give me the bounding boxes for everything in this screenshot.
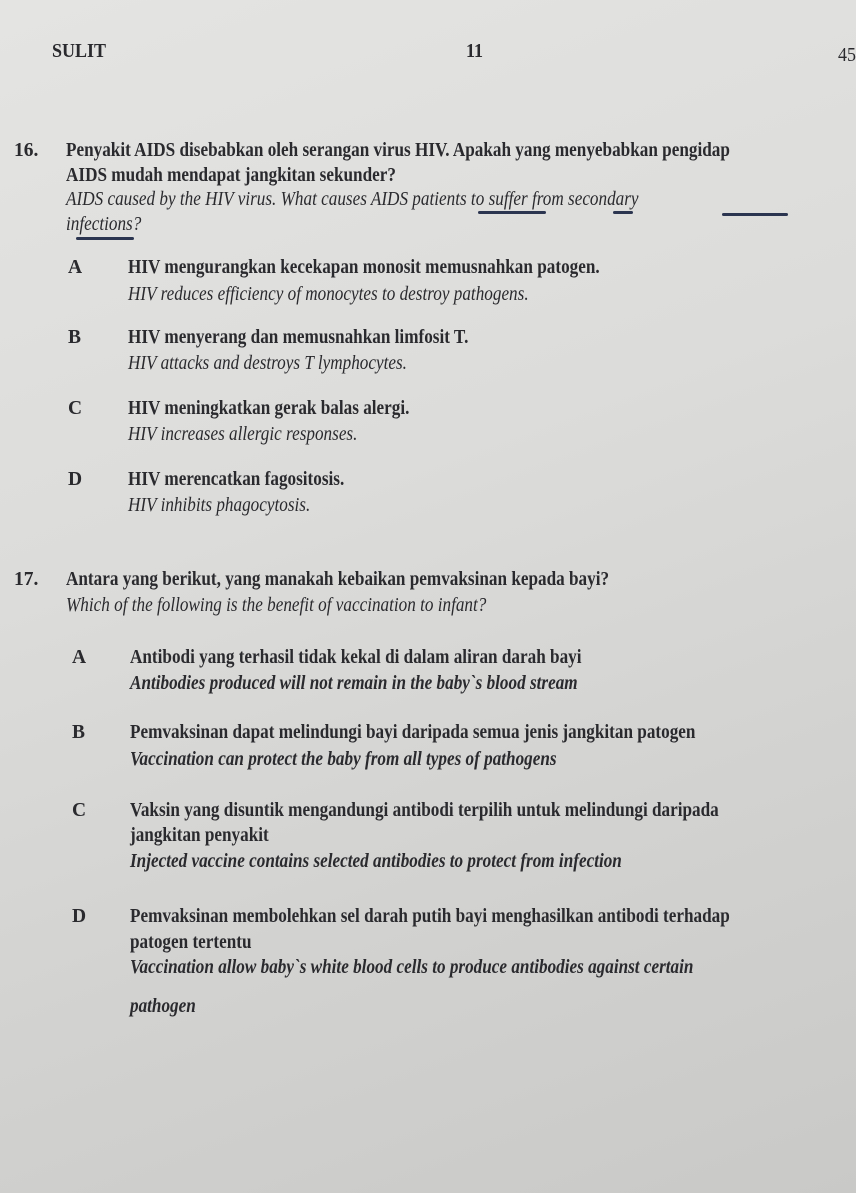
option-en: Vaccination can protect the baby from all types of pathogens: [130, 749, 557, 770]
stem-my-line: Penyakit AIDS disebabkan oleh serangan virus HIV. Apakah yang menyebabkan pengidap: [66, 140, 730, 161]
option-en: HIV increases allergic responses.: [128, 424, 358, 445]
stem-en-line: infections?: [66, 214, 142, 235]
option-letter: B: [72, 722, 86, 743]
option-letter: D: [68, 469, 83, 490]
option-my: patogen tertentu: [130, 932, 252, 953]
header-right: 45: [838, 44, 856, 66]
option-letter: A: [68, 257, 83, 278]
header-sulit: SULIT: [52, 40, 107, 62]
option-letter: C: [72, 800, 87, 821]
stem-my-line: AIDS mudah mendapat jangkitan sekunder?: [66, 165, 396, 186]
question-number: 16.: [14, 140, 39, 161]
option-en: HIV attacks and destroys T lymphocytes.: [128, 353, 407, 374]
option-letter: A: [72, 647, 87, 668]
option-my: Pemvaksinan dapat melindungi bayi daripada semua jenis jangkitan patogen: [130, 722, 696, 743]
option-my: HIV mengurangkan kecekapan monosit memusnahkan patogen.: [128, 257, 600, 278]
option-my: jangkitan penyakit: [130, 825, 269, 846]
option-en: Antibodies produced will not remain in the baby`s blood stream: [130, 673, 578, 694]
option-my: Vaksin yang disuntik mengandungi antibodi terpilih untuk melindungi daripada: [130, 800, 719, 821]
option-my: HIV menyerang dan memusnahkan limfosit T.: [128, 327, 469, 348]
pen-underline: [613, 211, 633, 214]
option-en: HIV reduces efficiency of monocytes to destroy pathogens.: [128, 284, 529, 305]
option-my: Pemvaksinan membolehkan sel darah putih bayi menghasilkan antibodi terhadap: [130, 906, 730, 927]
stem-my-line: Antara yang berikut, yang manakah kebaikan pemvaksinan kepada bayi?: [66, 569, 610, 590]
option-en: pathogen: [130, 996, 196, 1017]
question-number: 17.: [14, 569, 39, 590]
option-en: Vaccination allow baby`s white blood cells to produce antibodies against certain: [130, 957, 694, 978]
stem-en-line: AIDS caused by the HIV virus. What causes AIDS patients to suffer from secondary: [66, 189, 639, 210]
option-letter: C: [68, 398, 83, 419]
stem-en-line: Which of the following is the benefit of vaccination to infant?: [66, 595, 487, 616]
option-my: HIV merencatkan fagositosis.: [128, 469, 345, 490]
option-my: Antibodi yang terhasil tidak kekal di dalam aliran darah bayi: [130, 647, 582, 668]
option-my: HIV meningkatkan gerak balas alergi.: [128, 398, 410, 419]
option-letter: D: [72, 906, 87, 927]
pen-underline: [76, 237, 134, 240]
pen-underline: [722, 213, 788, 216]
option-en: Injected vaccine contains selected antibodies to protect from infection: [130, 851, 622, 872]
option-en: HIV inhibits phagocytosis.: [128, 495, 311, 516]
pen-underline: [478, 211, 546, 214]
page-number: 11: [466, 40, 484, 62]
option-letter: B: [68, 327, 82, 348]
